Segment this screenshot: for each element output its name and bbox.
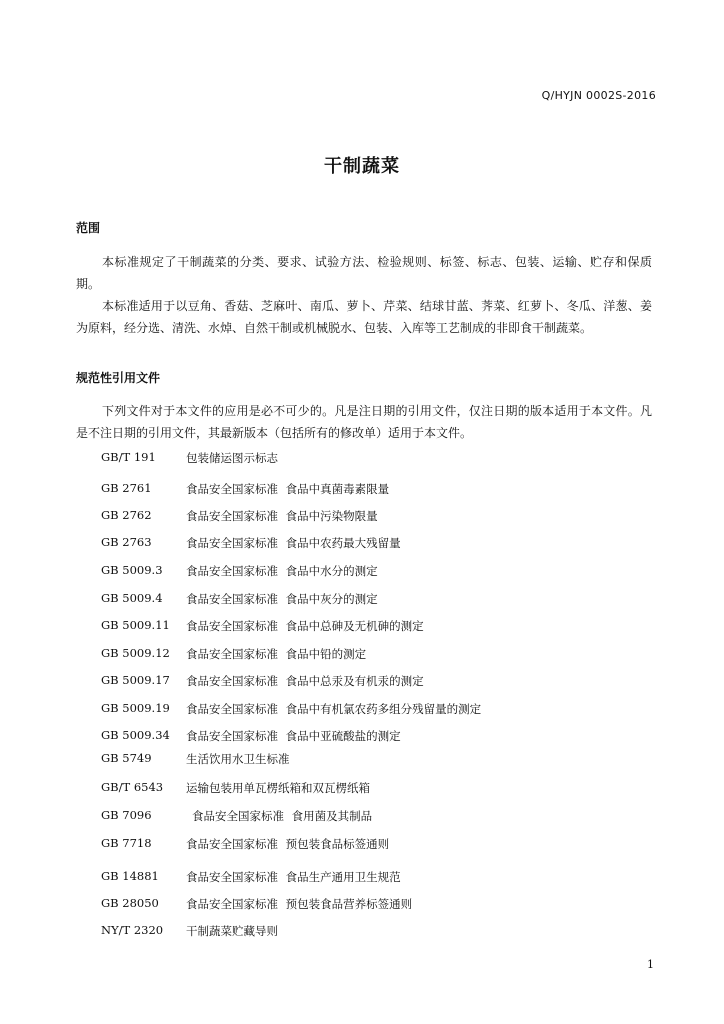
reference-title: 食品安全国家标准 食品中水分的测定 <box>186 564 378 578</box>
reference-code: GB 5009.17 <box>101 673 170 687</box>
reference-code: GB 5749 <box>101 751 152 765</box>
reference-code: GB 7096 <box>101 808 152 822</box>
page-number: 1 <box>647 958 654 971</box>
reference-title: 食品安全国家标准 预包装食品标签通则 <box>186 837 390 851</box>
reference-code: GB/T 6543 <box>101 780 164 794</box>
reference-title: 食品安全国家标准 食品中灰分的测定 <box>186 592 378 606</box>
reference-code: GB 7718 <box>101 836 152 850</box>
reference-code: GB 2761 <box>101 481 152 495</box>
reference-title: 干制蔬菜贮藏导则 <box>186 924 278 938</box>
reference-code: GB 5009.19 <box>101 701 170 715</box>
reference-title: 包装储运图示标志 <box>186 451 278 465</box>
section-heading-references: 规范性引用文件 <box>76 371 161 385</box>
document-title: 干制蔬菜 <box>324 156 400 177</box>
reference-title: 食品安全国家标准 食品中铅的测定 <box>186 647 367 661</box>
reference-title: 食品安全国家标准 食品中农药最大残留量 <box>186 536 401 550</box>
reference-title: 运输包装用单瓦楞纸箱和双瓦楞纸箱 <box>186 781 370 795</box>
reference-title: 食品安全国家标准 食品中总汞及有机汞的测定 <box>186 674 424 688</box>
section-heading-scope: 范围 <box>76 221 101 235</box>
reference-code: GB 14881 <box>101 869 159 883</box>
reference-title: 食品安全国家标准 食品中亚硫酸盐的测定 <box>186 729 401 743</box>
references-intro: 下列文件对于本文件的应用是必不可少的。凡是注日期的引用文件，仅注日期的版本适用于本文件。凡是不注日期的引用文件，其最新版本（包括所有的修改单）适用于本文件。 <box>76 404 652 440</box>
reference-code: GB 2762 <box>101 508 152 522</box>
reference-code: GB 5009.34 <box>101 728 170 742</box>
reference-title: 食品安全国家标准 食品中总砷及无机砷的测定 <box>186 619 424 633</box>
reference-code: GB 28050 <box>101 896 159 910</box>
reference-title: 食品安全国家标准 食品中污染物限量 <box>186 509 378 523</box>
reference-title: 食品安全国家标准 食品中有机氯农药多组分残留量的测定 <box>186 702 482 716</box>
standard-code: Q/HYJN 0002S-2016 <box>541 89 656 102</box>
reference-code: GB 5009.12 <box>101 646 170 660</box>
reference-code: GB 5009.4 <box>101 591 163 605</box>
reference-title: 食品安全国家标准 食品生产通用卫生规范 <box>186 870 401 884</box>
reference-code: GB 5009.3 <box>101 563 163 577</box>
reference-title: 食品安全国家标准 食品中真菌毒素限量 <box>186 482 390 496</box>
reference-title: 食品安全国家标准 食用菌及其制品 <box>192 809 373 823</box>
scope-paragraph-1: 本标准规定了干制蔬菜的分类、要求、试验方法、检验规则、标签、标志、包装、运输、贮存和保质期。 <box>76 255 652 291</box>
reference-code: GB 5009.11 <box>101 618 170 632</box>
reference-title: 生活饮用水卫生标准 <box>186 752 290 766</box>
reference-code: NY/T 2320 <box>101 923 164 937</box>
reference-code: GB/T 191 <box>101 450 156 464</box>
reference-code: GB 2763 <box>101 535 152 549</box>
reference-title: 食品安全国家标准 预包装食品营养标签通则 <box>186 897 413 911</box>
scope-paragraph-2: 本标准适用于以豆角、香菇、芝麻叶、南瓜、萝卜、芹菜、结球甘蓝、荠菜、红萝卜、冬瓜、洋葱、姜为原料，经分选、清洗、水焯、自然干制或机械脱水、包装、入库等工艺制成的非即食干制蔬菜。 <box>76 299 652 335</box>
